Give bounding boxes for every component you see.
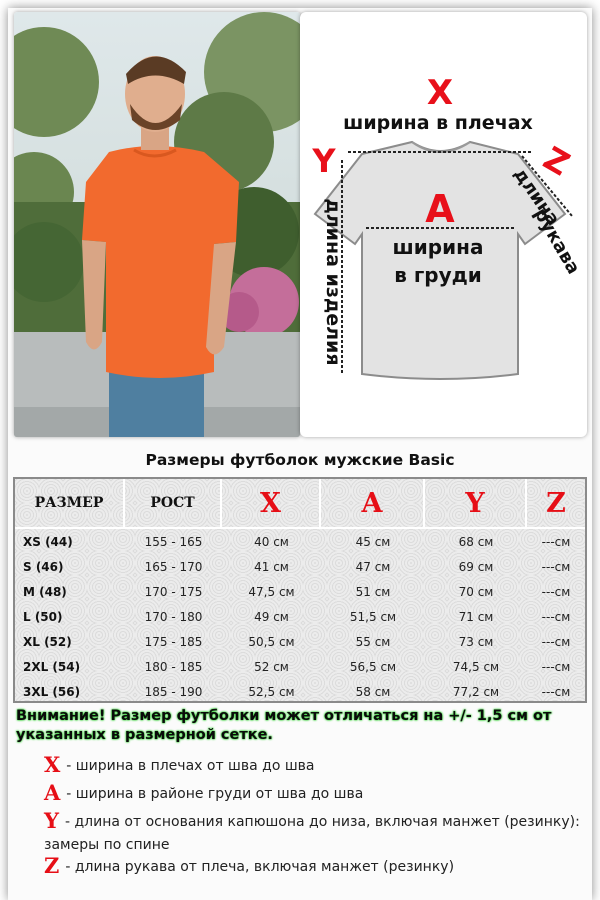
legend-text-x: - ширина в плечах от шва до шва [66,758,315,774]
legend-letter-y: Y [44,808,59,833]
table-header [15,479,585,527]
warning-text: Внимание! Размер футболки может отличаться на +/- 1,5 см от указанных в размерной сетке. [16,708,552,743]
cell-a: 58 см [355,684,391,699]
cell-size: 3XL (56) [23,684,81,699]
header-z: Z [546,487,566,519]
cell-height: 155 - 165 [144,534,203,549]
cell-y: 69 см [458,559,494,574]
header-y: Y [425,479,527,527]
y-label: длина изделия [322,198,344,366]
cell-x: 52,5 см [248,684,295,699]
z-letter: Z [536,138,577,184]
legend-text-z: - длина рукава от плеча, включая манжет (резинку) [65,859,455,875]
header-height: РОСТ [125,479,222,527]
model-photo [14,12,300,437]
table-row [15,579,585,604]
cell-y: 74,5 см [452,659,500,674]
cell-size: S (46) [23,559,64,574]
table-row [15,679,585,704]
x-label: ширина в плечах [343,112,533,134]
x-letter: X [426,73,454,113]
legend-letter-a: A [44,780,61,805]
measurement-diagram [300,12,587,437]
cell-x: 49 см [254,609,289,624]
measurement-diagram-svg [300,12,587,437]
cell-x: 41 см [254,559,289,574]
header-x: X [222,479,321,527]
model-photo-image [14,12,300,437]
cell-y: 71 см [458,609,494,624]
table-row [15,529,585,554]
table-row [15,604,585,629]
cell-height: 185 - 190 [144,684,203,699]
cell-height: 165 - 170 [144,559,203,574]
table-row [15,629,585,654]
cell-z: ---см [541,559,571,574]
cell-height: 170 - 180 [144,609,203,624]
cell-x: 50,5 см [248,634,295,649]
cell-height: 180 - 185 [144,659,203,674]
cell-a: 45 см [355,534,391,549]
cell-y: 73 см [458,634,494,649]
cell-z: ---см [541,634,571,649]
cell-size: L (50) [23,609,63,624]
header-a: A [321,479,425,527]
legend-item-x [44,753,584,778]
cell-z: ---см [541,659,571,674]
cell-z: ---см [541,584,571,599]
legend-text-y: - длина от основания капюшона до низа, включая манжет (резинку): замеры по спине [44,814,580,853]
table-row [15,554,585,579]
a-label-line2: в груди [394,263,482,287]
legend-text-a: - ширина в районе груди от шва до шва [66,786,364,802]
legend-item-a [44,781,584,806]
cell-x: 40 см [254,534,289,549]
cell-y: 77,2 см [452,684,500,699]
legend-letter-x: X [44,752,61,777]
cell-a: 55 см [355,634,391,649]
cell-z: ---см [541,534,571,549]
cell-a: 51 см [355,584,391,599]
cell-height: 175 - 185 [144,634,203,649]
legend-item-z [44,854,584,879]
cell-size: 2XL (54) [23,659,81,674]
table-row [15,654,585,679]
cell-size: XL (52) [23,634,72,649]
cell-height: 170 - 175 [144,584,203,599]
cell-size: M (48) [23,584,67,599]
cell-y: 70 см [458,584,494,599]
size-table [13,477,587,703]
legend-item-y [44,809,584,857]
z-label-line2: рукава [529,204,584,278]
cell-x: 52 см [254,659,289,674]
a-label-line1: ширина [392,235,484,259]
a-letter: A [425,187,455,231]
cell-z: ---см [541,684,571,699]
cell-size: XS (44) [23,534,73,549]
cell-a: 56,5 см [349,659,397,674]
cell-a: 47 см [355,559,391,574]
cell-y: 68 см [458,534,494,549]
y-letter: Y [312,142,336,180]
legend-letter-z: Z [44,853,60,878]
cell-x: 47,5 см [248,584,295,599]
cell-a: 51,5 см [349,609,397,624]
header-size: РАЗМЕР [15,479,125,527]
table-title: Размеры футболок мужские Basic [145,451,455,469]
cell-z: ---см [541,609,571,624]
z-label-line1: длина [509,164,564,230]
